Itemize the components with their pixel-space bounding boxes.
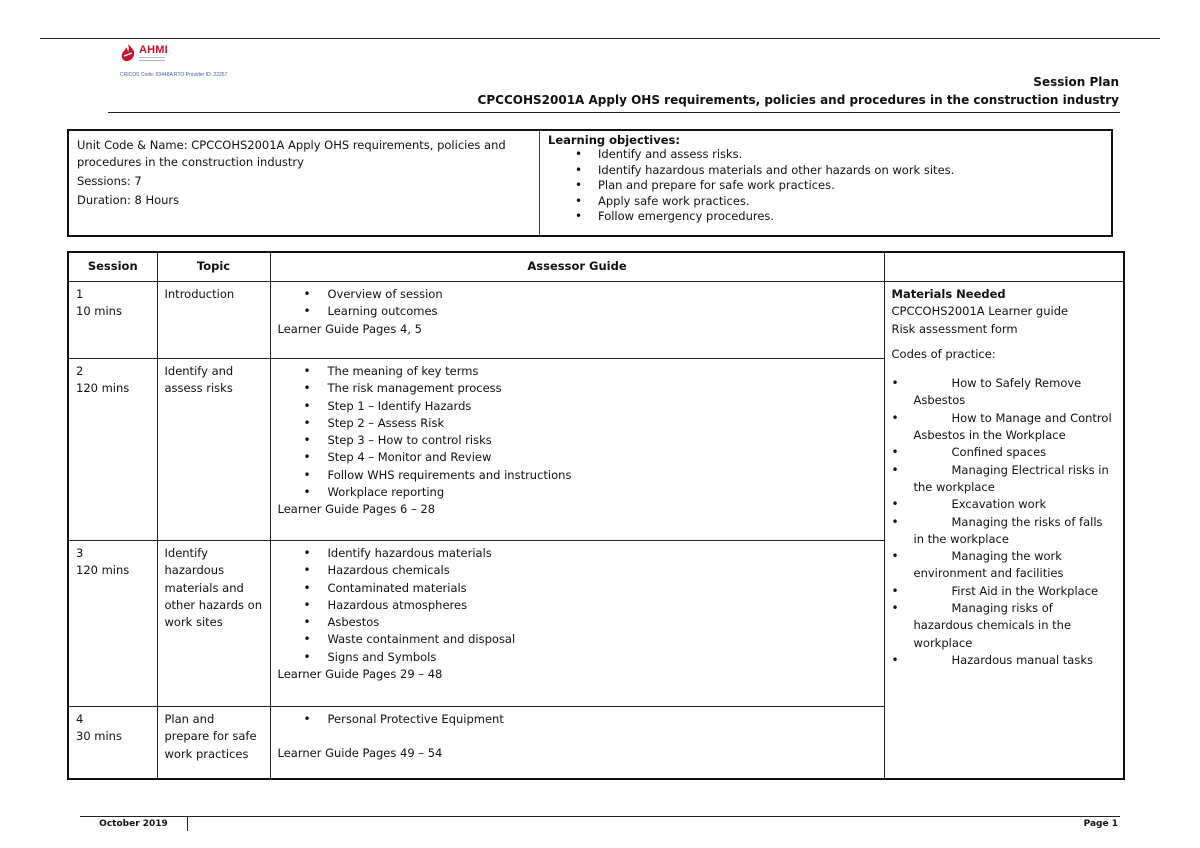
guide-item: • Step 1 – Identify Hazards — [278, 398, 877, 415]
topic-cell: Identify and assess risks — [157, 359, 270, 541]
topic-cell: Introduction — [157, 282, 270, 359]
header-rule — [108, 112, 1120, 113]
code-item: • Managing the risks of falls in the workplace — [892, 514, 1117, 549]
guide-item: • Waste containment and disposal — [278, 631, 877, 648]
guide-item: • Learning outcomes — [278, 303, 877, 320]
guide-cell — [270, 282, 884, 359]
guide-pages: Learner Guide Pages 29 – 48 — [277, 667, 443, 682]
code-item: • Excavation work — [892, 496, 1117, 513]
session-table — [67, 251, 1125, 780]
guide-pages: Learner Guide Pages 49 – 54 — [277, 746, 443, 761]
objective-item: • Plan and prepare for safe work practices. — [548, 178, 1103, 194]
code-item: • How to Manage and Control Asbestos in the Workplace — [892, 410, 1117, 445]
logo-name: AHMI — [139, 44, 168, 56]
session-time: 10 mins — [76, 304, 122, 319]
ahmi-logo — [120, 44, 240, 84]
guide-item: • Hazardous atmospheres — [278, 597, 877, 614]
session-number: 4 — [76, 712, 84, 726]
guide-item: • Hazardous chemicals — [278, 562, 877, 579]
code-item: • Managing Electrical risks in the workplace — [892, 462, 1117, 497]
unit-code-name: Unit Code & Name: CPCCOHS2001A Apply OHS requirements, policies and procedures in the construction industry — [77, 138, 506, 169]
session-time: 120 mins — [76, 381, 130, 396]
unit-info-box — [67, 129, 1113, 237]
footer-date: October 2019 — [80, 817, 188, 831]
session-time: 30 mins — [76, 729, 122, 744]
footer-page-number: Page 1 — [1083, 819, 1118, 829]
logo-tagline-mark — [139, 57, 165, 61]
footer-rule — [80, 816, 1120, 817]
header-blank — [884, 252, 1124, 282]
code-item: • First Aid in the Workplace — [892, 583, 1117, 600]
objective-item: • Identify and assess risks. — [548, 147, 1103, 163]
unit-sessions: Sessions: 7 — [77, 174, 142, 188]
header-assessor-guide: Assessor Guide — [270, 252, 884, 282]
guide-item: • Signs and Symbols — [278, 649, 877, 666]
code-item: • Hazardous manual tasks — [892, 652, 1117, 669]
codes-of-practice — [892, 346, 1117, 669]
code-item: • Confined spaces — [892, 444, 1117, 461]
guide-item: • Contaminated materials — [278, 580, 877, 597]
code-item: • Managing risks of hazardous chemicals in the workplace — [892, 600, 1117, 652]
guide-cell — [270, 707, 884, 779]
guide-pages: Learner Guide Pages 4, 5 — [277, 321, 422, 336]
guide-list — [278, 363, 877, 501]
materials-cell — [884, 282, 1124, 779]
session-cell — [68, 541, 157, 707]
table-header-row — [68, 252, 1124, 282]
guide-item: • Identify hazardous materials — [278, 545, 877, 562]
unit-duration: Duration: 8 Hours — [77, 193, 180, 207]
ahmi-flame-icon — [120, 44, 136, 62]
session-cell — [68, 707, 157, 779]
guide-pages: Learner Guide Pages 6 – 28 — [277, 502, 436, 517]
logo-codes: CRICOS Code: 03448A RTO Provider ID: 22257 — [120, 72, 228, 78]
session-number: 1 — [76, 287, 84, 301]
objective-item: • Apply safe work practices. — [548, 194, 1103, 210]
header-topic: Topic — [157, 252, 270, 282]
guide-cell — [270, 541, 884, 707]
objective-item: • Identify hazardous materials and other hazards on work sites. — [548, 163, 1103, 179]
guide-item: • Personal Protective Equipment — [278, 711, 877, 728]
guide-item: • Workplace reporting — [278, 484, 877, 501]
codes-title: Codes of practice: — [891, 346, 996, 361]
guide-item: • Step 2 – Assess Risk — [278, 415, 877, 432]
session-cell — [68, 282, 157, 359]
header-session: Session — [68, 252, 157, 282]
guide-item: • The meaning of key terms — [278, 363, 877, 380]
guide-item: • Step 4 – Monitor and Review — [278, 449, 877, 466]
learning-objectives — [540, 131, 1111, 235]
unit-details — [69, 131, 540, 235]
objectives-title: Learning objectives: — [548, 133, 680, 147]
session-number: 2 — [76, 364, 84, 378]
guide-list — [278, 286, 877, 321]
page-subtitle: CPCCOHS2001A Apply OHS requirements, policies and procedures in the construction industry — [477, 93, 1119, 107]
guide-item: • Overview of session — [278, 286, 877, 303]
topic-cell: Identify hazardous materials and other hazards on work sites — [157, 541, 270, 707]
code-item: • Managing the work environment and facilities — [892, 548, 1117, 583]
codes-list — [892, 375, 1117, 669]
page-title: Session Plan — [1033, 75, 1119, 89]
table-row — [68, 282, 1124, 359]
guide-list — [278, 545, 877, 666]
session-time: 120 mins — [76, 563, 130, 578]
objectives-list — [548, 147, 1103, 225]
materials-title: Materials Needed — [891, 287, 1006, 301]
top-rule — [40, 38, 1160, 39]
guide-item: • Follow WHS requirements and instructions — [278, 467, 877, 484]
guide-list — [278, 711, 877, 728]
guide-item: • Asbestos — [278, 614, 877, 631]
material-item: CPCCOHS2001A Learner guide — [891, 304, 1069, 319]
guide-cell — [270, 359, 884, 541]
guide-item: • The risk management process — [278, 380, 877, 397]
objective-item: • Follow emergency procedures. — [548, 209, 1103, 225]
material-item: Risk assessment form — [891, 321, 1018, 336]
code-item: • How to Safely Remove Asbestos — [892, 375, 1117, 410]
session-cell — [68, 359, 157, 541]
guide-item: • Step 3 – How to control risks — [278, 432, 877, 449]
session-number: 3 — [76, 546, 84, 560]
topic-cell: Plan and prepare for safe work practices — [157, 707, 270, 779]
